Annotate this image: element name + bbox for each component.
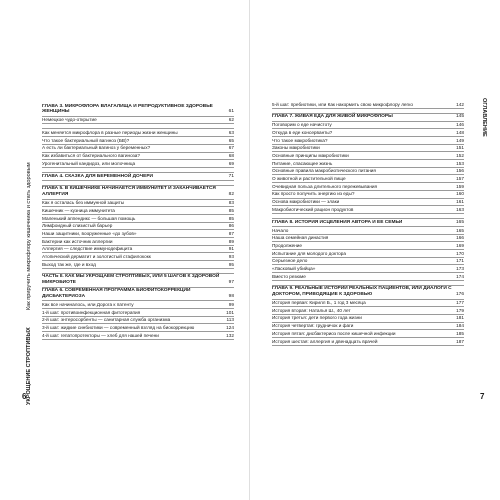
toc-entry-title: ГЛАВА 4. СКАЗКА ДЛЯ БЕРЕМЕННОЙ ДОЧЕРИ bbox=[42, 173, 153, 179]
toc-entry-title: ЧАСТЬ II. КАК МЫ УКРОЩАЕМ СТРОПТИВЫХ, ИЛИ 5 ШАГОВ К ЗДОРОВОЙ МИКРОБИОТЕ bbox=[42, 274, 220, 286]
running-header-right bbox=[477, 98, 491, 188]
toc-entry-page: 63 bbox=[228, 130, 234, 136]
toc-entry[interactable] bbox=[272, 160, 464, 168]
toc-entry-page: 95 bbox=[228, 261, 234, 267]
toc-entry-title: 5-й шаг: пребиотики, или Как накормить свою микрофлору легко bbox=[272, 101, 413, 107]
toc-entry[interactable] bbox=[42, 160, 234, 168]
toc-entry-title: Макробиотический рацион продуктов bbox=[272, 206, 354, 212]
toc-entry[interactable] bbox=[272, 129, 464, 137]
toc-entry-page: 166 bbox=[456, 235, 464, 241]
toc-entry-page: 86 bbox=[228, 223, 234, 229]
toc-entry[interactable] bbox=[272, 265, 464, 273]
right-page bbox=[250, 0, 500, 500]
toc-entry-page: 177 bbox=[456, 300, 464, 306]
toc-entry[interactable] bbox=[42, 207, 234, 215]
table-of-contents-right bbox=[272, 101, 464, 346]
toc-entry-page: 176 bbox=[455, 292, 464, 298]
toc-entry[interactable] bbox=[272, 258, 464, 266]
toc-entry-page: 173 bbox=[456, 265, 464, 271]
toc-entry[interactable] bbox=[272, 152, 464, 160]
toc-entry[interactable] bbox=[42, 129, 234, 137]
toc-entry-page: 101 bbox=[226, 309, 234, 315]
toc-entry[interactable] bbox=[42, 153, 234, 161]
toc-entry[interactable] bbox=[42, 253, 234, 261]
toc-entry-page: 174 bbox=[456, 273, 464, 279]
toc-entry[interactable] bbox=[272, 242, 464, 250]
toc-entry-page: 179 bbox=[456, 307, 464, 313]
toc-entry[interactable] bbox=[42, 317, 234, 325]
toc-entry-title: История четвертая: грудничок и фаги bbox=[272, 323, 354, 329]
toc-entry[interactable] bbox=[272, 273, 464, 281]
toc-entry[interactable] bbox=[42, 145, 234, 153]
toc-entry-page: 156 bbox=[456, 168, 464, 174]
toc-entry[interactable] bbox=[272, 175, 464, 183]
toc-chapter-heading[interactable] bbox=[272, 286, 464, 300]
toc-entry-title: Наша семейная династия bbox=[272, 235, 329, 241]
toc-entry[interactable] bbox=[272, 338, 464, 346]
toc-entry-page: 145 bbox=[455, 114, 464, 120]
toc-entry-page: 171 bbox=[456, 258, 464, 264]
toc-entry-page: 82 bbox=[228, 192, 234, 198]
toc-entry-title: Поговорим о еде начистоту bbox=[272, 122, 332, 128]
toc-entry[interactable] bbox=[272, 191, 464, 199]
toc-entry[interactable] bbox=[272, 235, 464, 243]
toc-entry-page: 83 bbox=[228, 200, 234, 206]
toc-entry-page: 62 bbox=[228, 117, 234, 123]
toc-entry-title: 2-й шаг: энтеросорбенты — санитарная служба организма bbox=[42, 317, 171, 323]
toc-entry[interactable] bbox=[42, 309, 234, 317]
toc-entry-title: ГЛАВА 7. ЖИВАЯ ЕДА ДЛЯ ЖИВОЙ МИКРОФЛОРЫ bbox=[272, 114, 393, 120]
toc-entry[interactable] bbox=[42, 200, 234, 208]
toc-entry-page: 97 bbox=[228, 280, 234, 286]
toc-entry[interactable] bbox=[42, 324, 234, 332]
toc-entry-page: 159 bbox=[456, 183, 464, 189]
toc-entry-title: Кишечник — кузница иммунитета bbox=[42, 207, 115, 213]
toc-entry-page: 91 bbox=[228, 246, 234, 252]
toc-entry-page: 69 bbox=[228, 160, 234, 166]
toc-entry[interactable] bbox=[42, 332, 234, 340]
toc-entry[interactable] bbox=[42, 230, 234, 238]
toc-entry-title: 1-й шаг: противоинфекционная фитотерапия bbox=[42, 309, 141, 315]
toc-entry-title: Лимфоидный слизистый барьер bbox=[42, 223, 113, 229]
running-header-text: УКРОЩЕНИЕ СТРОПТИВЫХ Как приручить микрофлору кишечника и стать здоровым bbox=[26, 162, 32, 405]
toc-entry-title: Как я осталась без иммунной защиты bbox=[42, 200, 125, 206]
toc-entry-title: Как все начиналось, или Дорога к патенту bbox=[42, 302, 134, 308]
toc-entry-page: 184 bbox=[456, 323, 464, 329]
toc-entry-page: 185 bbox=[456, 330, 464, 336]
toc-entry[interactable] bbox=[42, 301, 234, 309]
toc-entry-page: 148 bbox=[456, 129, 464, 135]
toc-entry-title: ГЛАВА 3. МИКРОФЛОРА ВЛАГАЛИЩА И РЕПРОДУКТИВНОЕ ЗДОРОВЬЕ ЖЕНЩИНЫ bbox=[42, 103, 213, 115]
toc-entry-title: Законы макробиотики bbox=[272, 145, 320, 151]
toc-chapter-heading[interactable] bbox=[42, 288, 234, 302]
toc-entry[interactable] bbox=[272, 307, 464, 315]
toc-entry-title: История вторая: Наталья Ш., 40 лет bbox=[272, 307, 351, 313]
toc-entry-page: 161 bbox=[456, 199, 464, 205]
running-header-left bbox=[22, 105, 36, 405]
toc-entry-page: 99 bbox=[228, 302, 234, 308]
toc-entry-title: 3-й шаг: жидкие синбиотики — современный взгляд на биокоррекцию bbox=[42, 325, 195, 331]
toc-entry[interactable] bbox=[42, 117, 234, 125]
toc-entry-page: 169 bbox=[456, 242, 464, 248]
toc-entry-title: ГЛАВА 8. ИСТОРИЯ ИСЦЕЛЕНИЯ АВТОРА И ЕЕ СЕМЬИ bbox=[272, 219, 403, 225]
toc-entry[interactable] bbox=[272, 250, 464, 258]
toc-entry-title: Наши защитники, вооруженные «до зубов» bbox=[42, 231, 137, 237]
toc-entry[interactable] bbox=[42, 223, 234, 231]
toc-entry-title: Основа макробиотики — злаки bbox=[272, 199, 340, 205]
toc-entry-title: ГЛАВА 5. В КИШЕЧНИКЕ НАЧИНАЕТСЯ ИММУНИТЕТ И ЗАКАНЧИВАЕТСЯ АЛЛЕРГИЯ bbox=[42, 186, 216, 198]
toc-entry-page: 187 bbox=[456, 338, 464, 344]
toc-entry-title: Питание, спасающее жизнь bbox=[272, 160, 333, 166]
toc-entry[interactable] bbox=[42, 137, 234, 145]
toc-entry-title: Откуда в еде консерванты? bbox=[272, 129, 333, 135]
toc-entry-page: 61 bbox=[228, 109, 234, 115]
toc-entry-title: Выход так же, где и вход bbox=[42, 261, 96, 267]
toc-entry-page: 67 bbox=[228, 145, 234, 151]
toc-entry-page: 165 bbox=[456, 227, 464, 233]
toc-entry-title: Основные принципы макробиотики bbox=[272, 153, 349, 159]
toc-entry-page: 65 bbox=[228, 137, 234, 143]
toc-entry-page: 85 bbox=[228, 207, 234, 213]
toc-entry-title: Немецкое чудо-открытие bbox=[42, 117, 97, 123]
toc-entry-title: Вместо резюме bbox=[272, 273, 306, 279]
toc-entry-title: История пятая: дисбактериоз после кишечной инфекции bbox=[272, 330, 396, 336]
toc-entry-title: Атопический дерматит и золотистый стафилококк bbox=[42, 254, 151, 260]
toc-entry-title: ГЛАВА 9. РЕАЛЬНЫЕ ИСТОРИИ РЕАЛЬНЫХ ПАЦИЕНТОВ, ИЛИ ДИАЛОГИ С ДОКТОРОМ, ПРИВОДЯЩИЕ К ЗДОРОВЬЮ bbox=[272, 286, 452, 298]
toc-entry-title: А есть ли бактериальный вагиноз у беременных? bbox=[42, 145, 151, 151]
toc-entry-title: Начало bbox=[272, 227, 289, 233]
toc-entry-title: Испытание для молодого доктора bbox=[272, 250, 346, 256]
toc-entry[interactable] bbox=[272, 145, 464, 153]
toc-chapter-heading[interactable] bbox=[272, 219, 464, 227]
toc-entry-page: 85 bbox=[228, 215, 234, 221]
toc-entry[interactable] bbox=[272, 323, 464, 331]
toc-entry-title: Бактерии как источник аллергии bbox=[42, 238, 113, 244]
page-number-right: 7 bbox=[480, 392, 485, 401]
toc-entry-page: 87 bbox=[228, 231, 234, 237]
toc-entry-page: 152 bbox=[456, 153, 464, 159]
toc-entry-title: Основные правила макробиотического питания bbox=[272, 168, 376, 174]
toc-entry-title: Как просто получить энергию из еды? bbox=[272, 191, 355, 197]
toc-entry[interactable] bbox=[42, 261, 234, 269]
toc-entry-title: Что такое макробиотика? bbox=[272, 137, 328, 143]
toc-entry-page: 157 bbox=[456, 176, 464, 182]
toc-entry-page: 170 bbox=[456, 250, 464, 256]
toc-entry-page: 146 bbox=[456, 122, 464, 128]
toc-entry[interactable] bbox=[42, 238, 234, 246]
toc-entry-title: Как меняется микрофлора в разные периоды жизни женщины bbox=[42, 130, 178, 136]
toc-chapter-heading[interactable] bbox=[42, 274, 234, 288]
page-number-left: 6 bbox=[22, 392, 27, 401]
toc-entry-title: Урогенитальный кандидоз, или молочница bbox=[42, 160, 136, 166]
toc-entry-page: 132 bbox=[226, 332, 234, 338]
toc-entry-page: 149 bbox=[456, 137, 464, 143]
toc-entry[interactable] bbox=[272, 300, 464, 308]
toc-entry-title: «Ласковый убийца» bbox=[272, 265, 316, 271]
toc-entry[interactable] bbox=[272, 122, 464, 130]
toc-entry-page: 71 bbox=[228, 173, 234, 179]
toc-entry-title: ГЛАВА 6. СОВРЕМЕННАЯ ПРОГРАММА БИОФИТОКОРРЕКЦИИ ДИСБАКТЕРИОЗА bbox=[42, 288, 191, 300]
toc-entry[interactable] bbox=[272, 168, 464, 176]
toc-entry-title: Как избавиться от бактериального вагиноза? bbox=[42, 153, 141, 159]
table-of-contents-left bbox=[42, 103, 234, 340]
toc-entry-page: 89 bbox=[228, 238, 234, 244]
toc-entry-page: 68 bbox=[228, 153, 234, 159]
toc-entry[interactable] bbox=[272, 137, 464, 145]
toc-entry[interactable] bbox=[272, 101, 464, 109]
toc-entry-page: 181 bbox=[456, 315, 464, 321]
toc-entry-page: 93 bbox=[228, 254, 234, 260]
toc-entry[interactable] bbox=[272, 206, 464, 214]
toc-chapter-heading[interactable] bbox=[42, 103, 234, 117]
toc-entry-title: Очевидная польза длительного пережевывания bbox=[272, 183, 378, 189]
toc-entry[interactable] bbox=[272, 199, 464, 207]
toc-entry-title: О животной и растительной пище bbox=[272, 176, 346, 182]
toc-entry-page: 124 bbox=[226, 325, 234, 331]
toc-entry-page: 160 bbox=[456, 191, 464, 197]
toc-entry[interactable] bbox=[272, 330, 464, 338]
toc-entry[interactable] bbox=[272, 227, 464, 235]
toc-entry-page: 142 bbox=[456, 101, 464, 107]
toc-entry-title: 4-й шаг: гепатопротекторы — хлеб для нашей печени bbox=[42, 332, 159, 338]
toc-entry[interactable] bbox=[42, 246, 234, 254]
toc-entry-page: 113 bbox=[226, 317, 234, 323]
toc-entry-title: Аллергия — следствие иммунодефицита bbox=[42, 246, 133, 252]
toc-entry-page: 98 bbox=[228, 294, 234, 300]
toc-entry-title: Продолжение bbox=[272, 242, 303, 248]
toc-entry-page: 163 bbox=[456, 206, 464, 212]
toc-entry-page: 165 bbox=[455, 219, 464, 225]
toc-chapter-heading[interactable] bbox=[42, 173, 234, 181]
toc-entry[interactable] bbox=[272, 183, 464, 191]
toc-entry-title: История первая: Кирилл Б., 1 год 3 месяца bbox=[272, 300, 366, 306]
running-header-right-text: ОГЛАВЛЕНИЕ bbox=[481, 98, 487, 137]
toc-entry-page: 153 bbox=[456, 160, 464, 166]
toc-entry[interactable] bbox=[42, 215, 234, 223]
toc-entry-title: История шестая: аллергия и двенадцать врачей bbox=[272, 338, 378, 344]
toc-entry-title: Маленький аппендикс — большая помощь bbox=[42, 215, 136, 221]
toc-entry[interactable] bbox=[272, 315, 464, 323]
toc-chapter-heading[interactable] bbox=[42, 186, 234, 200]
toc-entry-title: История третья: дети первого года жизни bbox=[272, 315, 362, 321]
toc-entry-page: 151 bbox=[456, 145, 464, 151]
toc-entry-title: Серьезное дело bbox=[272, 258, 308, 264]
toc-chapter-heading[interactable] bbox=[272, 114, 464, 122]
toc-entry-title: Что такое бактериальный вагиноз (БВ)? bbox=[42, 137, 130, 143]
